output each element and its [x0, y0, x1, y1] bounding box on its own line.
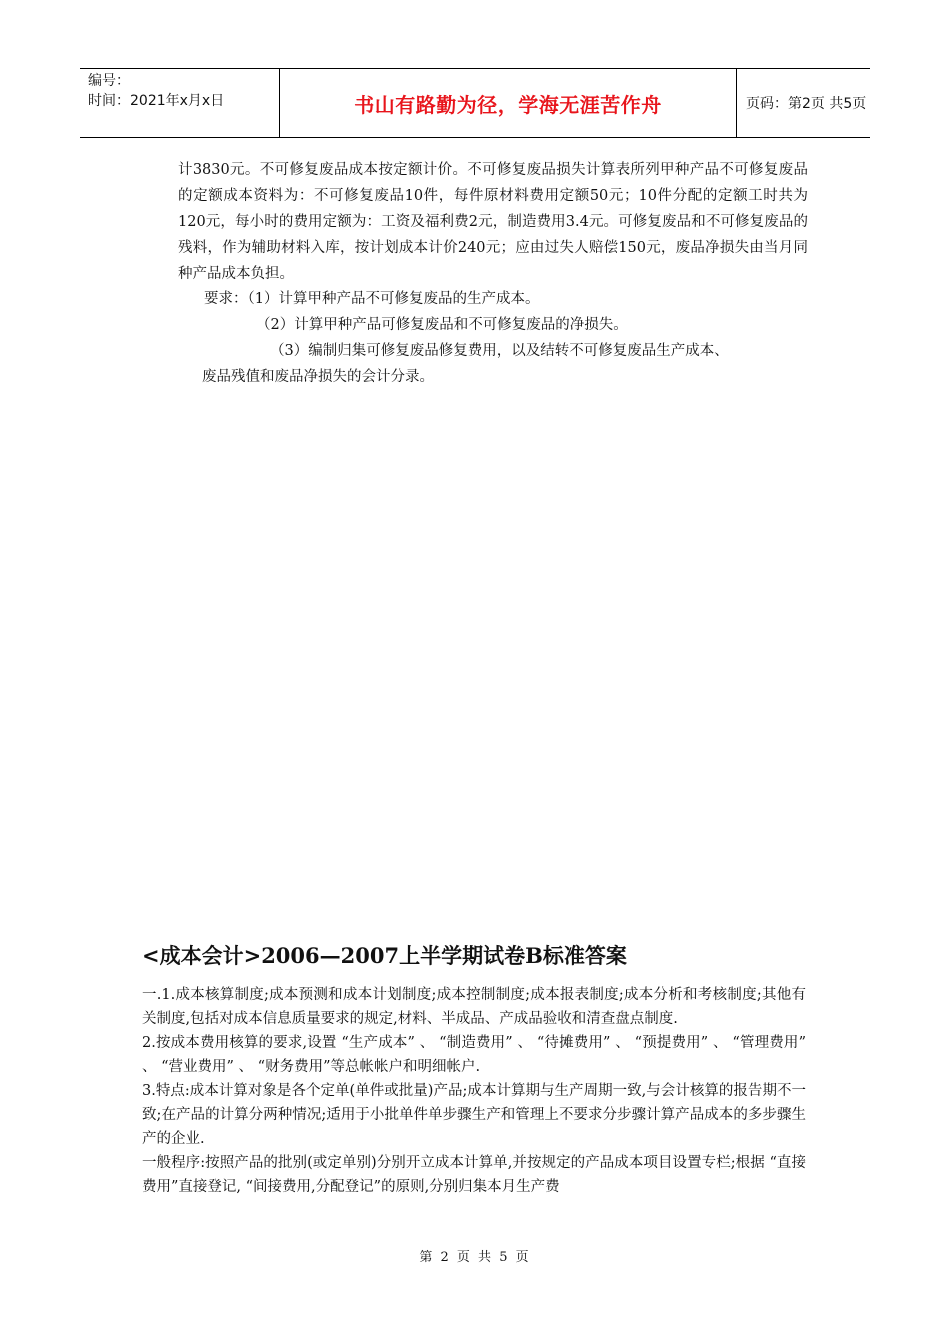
page-info: 页码：第2页 共5页 — [746, 96, 867, 112]
problem-paragraph: 计3830元。不可修复废品成本按定额计价。不可修复废品损失计算表所列甲种产品不可修复废品的定额成本资料为：不可修复废品10件，每件原材料费用定额50元；10件分配的定额工时共为120元，每小时的费用定额为：工资及福利费2元，制造费用3.4元。可修复废品和不可修复废品的残料，作为辅助材料入库，按计划成本计价240元；应由过失人赔偿150元，废品净损失由当月同种产品成本负担。 — [178, 162, 808, 282]
page-footer: 第 2 页 共 5 页 — [419, 1250, 531, 1265]
header-page-cell — [736, 69, 870, 137]
page-header — [80, 68, 870, 138]
answer-paragraph-1: 一.1.成本核算制度;成本预测和成本计划制度;成本控制制度;成本报表制度;成本分析和考核制度;其他有关制度,包括对成本信息质量要求的规定,材料、半成品、产成品验收和清查盘点制度. — [142, 987, 806, 1027]
date-label: 时间：2021年x月x日 — [88, 93, 225, 109]
answer-title: <成本会计>2006—2007上半学期试卷B标准答案 — [142, 943, 627, 968]
requirement-3-line2: 废品残值和废品净损失的会计分录。 — [202, 369, 434, 385]
answer-paragraph-3: 3.特点:成本计算对象是各个定单(单件或批量)产品;成本计算期与生产周期一致,与会计核算的报告期不一致;在产品的计算分两种情况;适用于小批单件单步骤生产和管理上不要求分步骤计算产品成本的多步骤生产的企业. — [142, 1083, 806, 1147]
requirements — [178, 286, 818, 390]
answer-body — [142, 983, 806, 1199]
serial-number-label: 编号： — [88, 73, 130, 89]
requirement-1: 要求：（1）计算甲种产品不可修复废品的生产成本。 — [204, 291, 540, 307]
requirement-2: （2）计算甲种产品可修复废品和不可修复废品的净损失。 — [256, 317, 628, 333]
header-motto-cell — [280, 69, 737, 137]
answer-paragraph-2: 2.按成本费用核算的要求,设置 “生产成本” 、 “制造费用” 、 “待摊费用” 、 “预提费用” 、 “管理费用” 、 “营业费用” 、 “财务费用”等总帐帐户和明细帐户. — [142, 1035, 806, 1075]
header-left-cell — [80, 69, 280, 137]
motto-text: 书山有路勤为径，学海无涯苦作舟 — [354, 92, 662, 117]
requirement-3-line1: （3）编制归集可修复废品修复费用，以及结转不可修复废品生产成本、 — [270, 343, 729, 359]
answer-paragraph-4: 一般程序:按照产品的批别(或定单别)分别开立成本计算单,并按规定的产品成本项目设置专栏;根据 “直接费用”直接登记, “间接费用,分配登记”的原则,分别归集本月生产费 — [142, 1155, 806, 1195]
